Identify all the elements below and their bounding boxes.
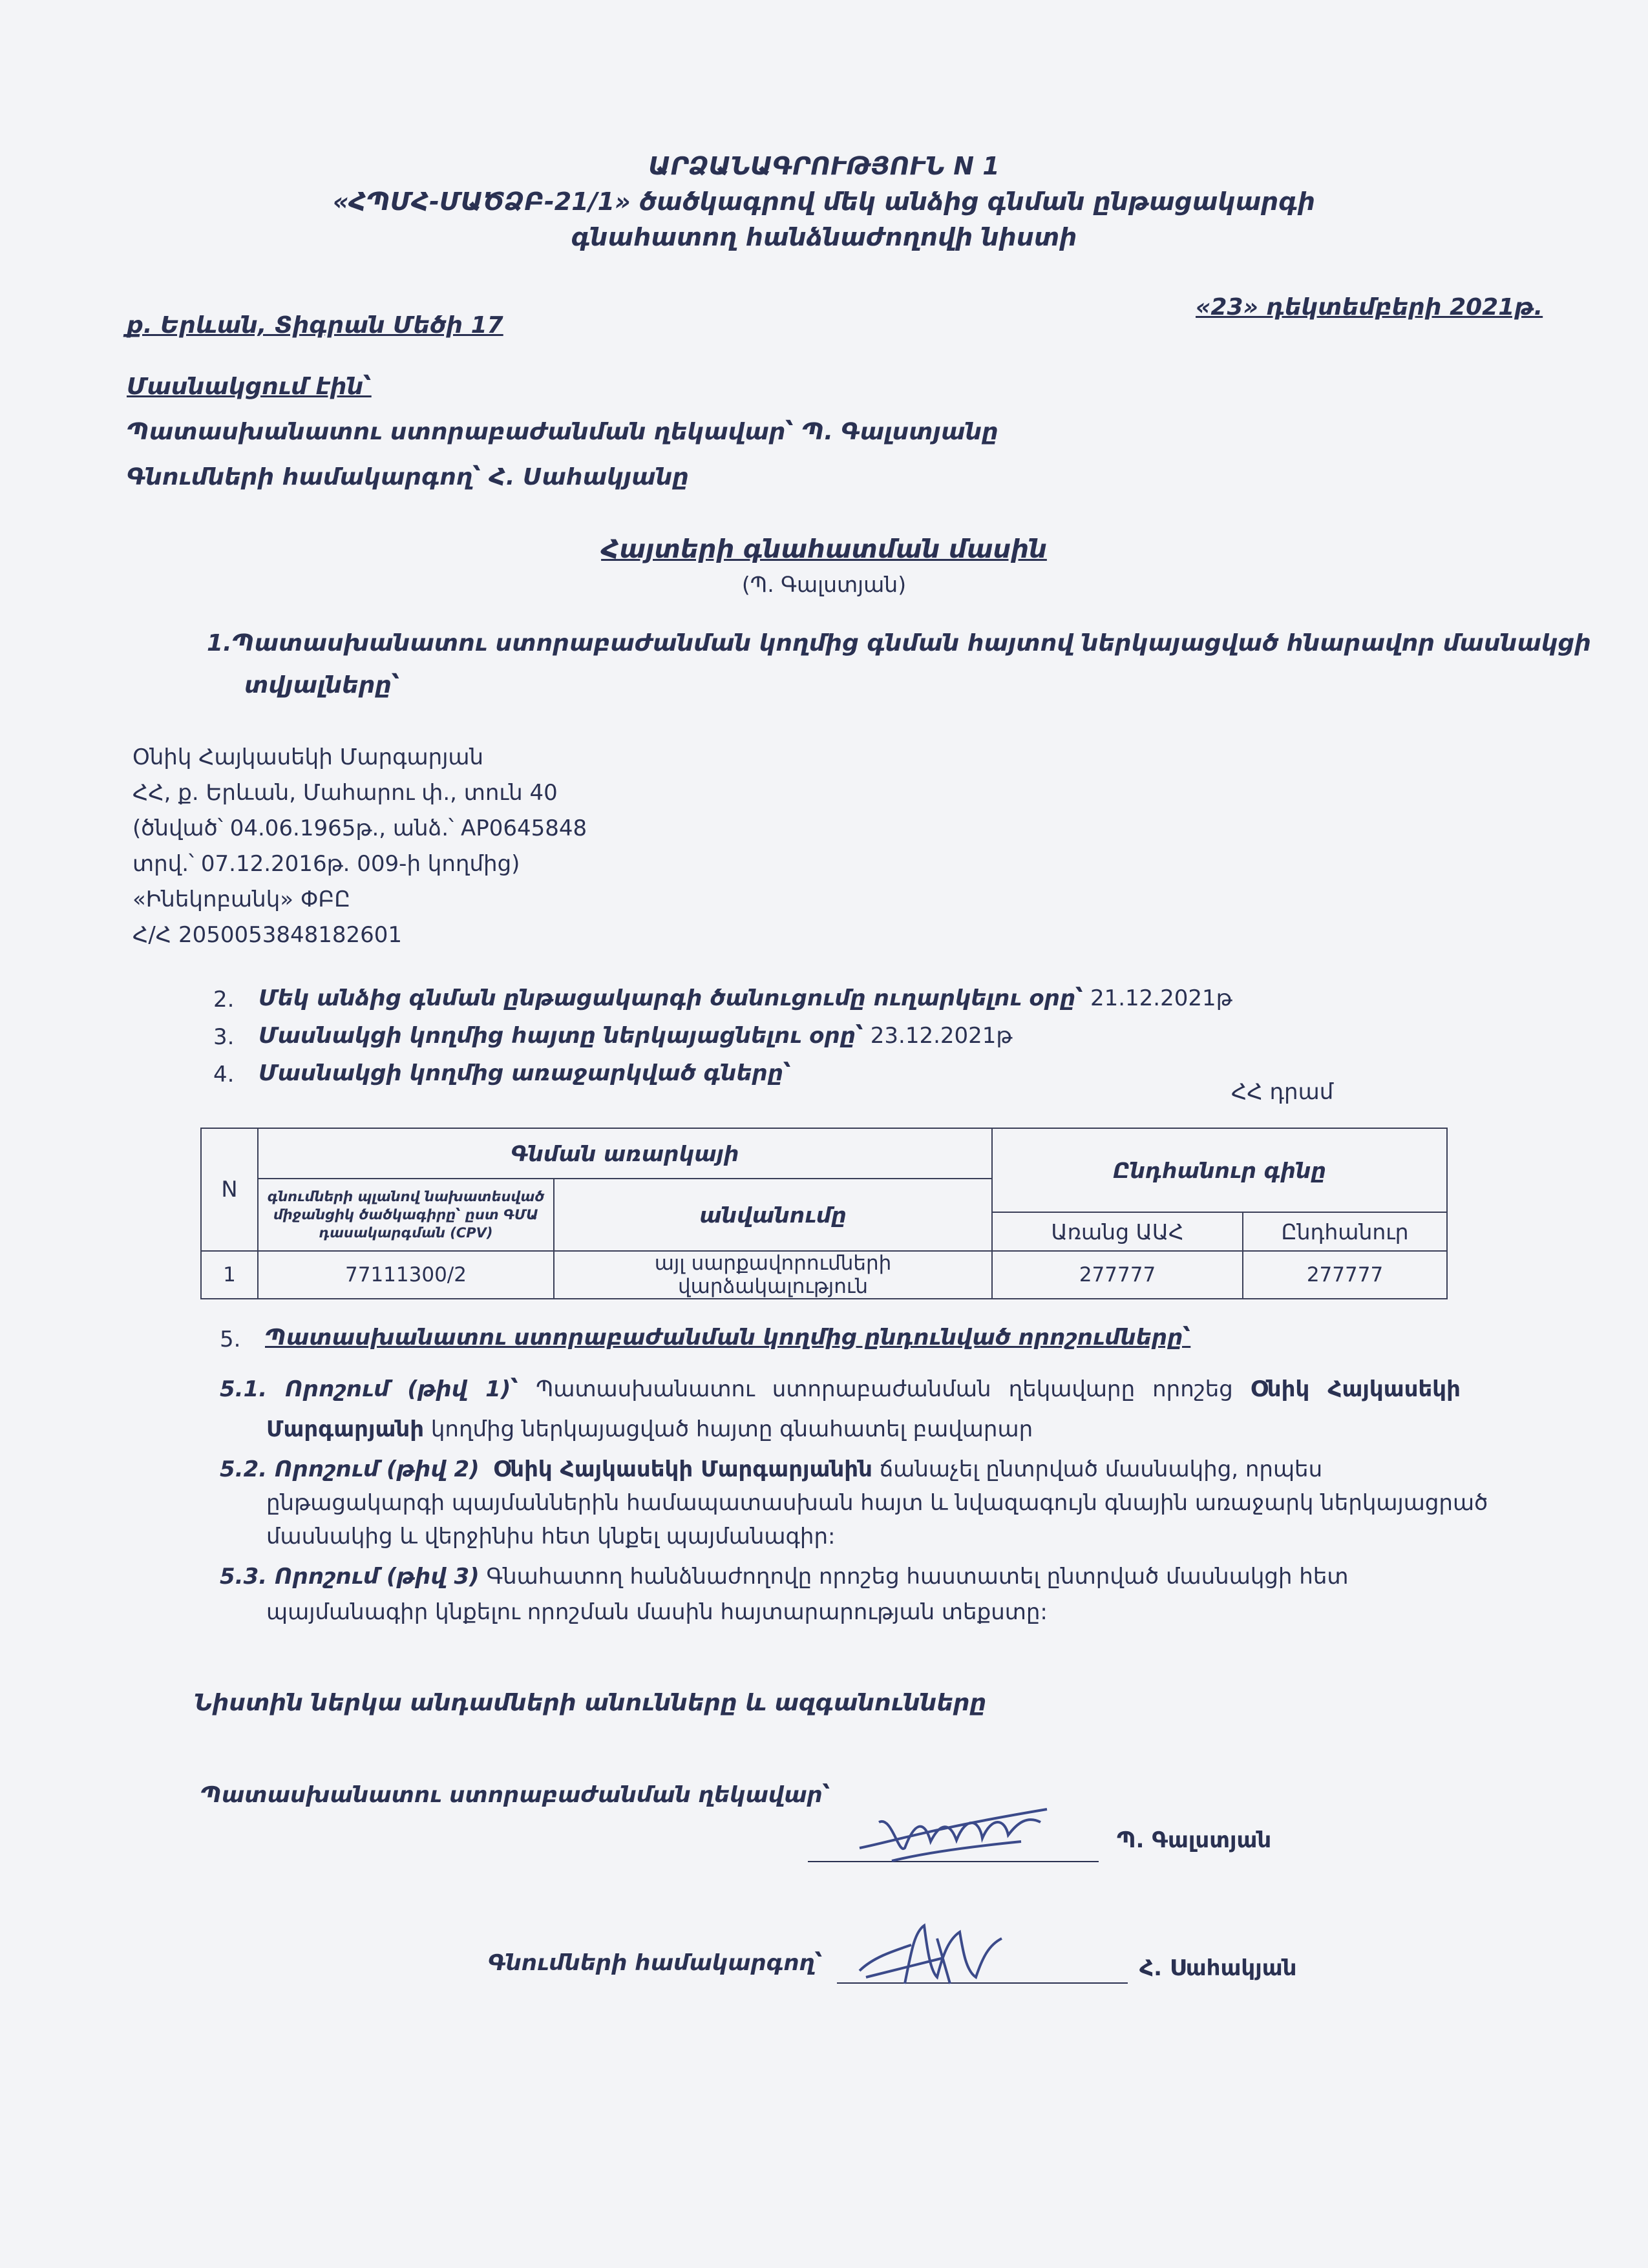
participant-1: Պատասխանատու ստորաբաժանման ղեկավար՝ Պ. Գալստյանը [127,419,998,445]
table-header-name: անվանումը [554,1179,992,1251]
table-header-subject: Գնման առարկայի [258,1128,992,1179]
decision-2-name: Օնիկ Հայկասեկի Մարգարյանին [493,1456,872,1482]
signatory-1-name: Պ. Գալստյան [1117,1827,1272,1853]
table-header-cpv [258,1179,554,1251]
decision-1-name: Օնիկ Հայկասեկի [1250,1376,1461,1402]
item-3-number: 3. [213,1024,235,1050]
decision-2-line-1 [220,1456,1322,1482]
table-cell-cpv: 77111300/2 [258,1251,554,1299]
date: «23» դեկտեմբերի 2021թ. [1196,294,1543,320]
bidder-address: ՀՀ, ք. Երևան, Մահարու փ., տուն 40 [132,780,558,806]
table-cell-n: 1 [201,1251,258,1299]
prices-table [200,1128,1448,1299]
bidder-passport: (ծնված՝ 04.06.1965թ., անձ.՝ AP0645848 [132,815,587,841]
participants-label: Մասնակցում էին՝ [127,373,372,400]
decision-3-prefix: 5.3. Որոշում (թիվ 3) [220,1564,480,1590]
bidder-bank: «Ինեկոբանկ» ՓԲԸ [132,887,351,912]
section-speaker: (Պ. Գալստյան) [741,572,907,597]
decision-1-line-1 [220,1376,1461,1402]
decision-1-text: Պատասխանատու ստորաբաժանման ղեկավարը որոշեց [536,1376,1233,1402]
item-3-value: 23.12.2021թ [870,1023,1013,1049]
table-row [201,1251,1447,1299]
item-1-text-cont: տվյալները՝ [244,672,400,698]
signature-1-image [853,1783,1060,1867]
bidder-account: Հ/Հ 2050053848182601 [132,922,403,948]
signatory-2-role: Գնումների համակարգող՝ [488,1950,823,1976]
item-2-label: Մեկ անձից գնման ընթացակարգի ծանուցումը ուղարկելու օրը՝ [259,985,1084,1011]
location: ք. Երևան, Տիգրան Մեծի 17 [127,312,503,339]
document-subtitle-2: գնահատող հանձնաժողովի նիստի [571,223,1077,251]
table-header-total: Ընդհանուր [1243,1212,1447,1251]
signatory-1-role: Պատասխանատու ստորաբաժանման ղեկավար՝ [200,1782,830,1808]
table-header-no-vat: Առանց ԱԱՀ [992,1212,1243,1251]
decision-1-line-2 [266,1416,1033,1442]
item-1-text: 1.Պատասխանատու ստորաբաժանման կողմից գնման հայտով ներկայացված հնարավոր մասնակցի [207,630,1591,656]
decision-1-name-cont: Մարգարյանի [266,1416,425,1442]
participant-2: Գնումների համակարգող՝ Հ. Սահակյանը [127,464,689,490]
decision-3-text-a: Գնահատող հանձնաժողովը որոշեց հաստատել ընտրված մասնակցի հետ [486,1564,1349,1590]
table-cell-name: այլ սարքավորումների վարձակալություն [554,1251,992,1299]
section-title: Հայտերի գնահատման մասին [601,535,1047,564]
item-2-value: 21.12.2021թ [1090,985,1232,1011]
decisions-number: 5. [220,1327,241,1352]
decision-2-line-2: ընթացակարգի պայմաններին համապատասխան հայտ և նվազագույն գնային առաջարկ ներկայացրած [266,1490,1488,1516]
decisions-heading: Պատասխանատու ստորաբաժանման կողմից ընդունված որոշումները՝ [265,1325,1191,1350]
document-subtitle: «ՀՊՄՀ-ՄԱԾՁԲ-21/1» ծածկագրով մեկ անձից գնման ընթացակարգի [332,187,1316,216]
table-header-cpv-text: գնումների պլանով նախատեսված միջանցիկ ծածկագիրը՝ ըստ ԳՄԱ դասակարգման (CPV) [267,1189,545,1241]
attendees-heading: Նիստին ներկա անդամների անունները և ազգանունները [194,1690,987,1716]
signatory-2-name: Հ. Սահակյան [1139,1955,1297,1981]
document-title: ԱՐՁԱՆԱԳՐՈՒԹՅՈՒՆ N 1 [648,152,1000,180]
decision-3-line-2: պայմանագիր կնքելու որոշման մասին հայտարարության տեքստը: [266,1599,1048,1625]
decision-2-prefix: 5.2. Որոշում (թիվ 2) [220,1456,480,1482]
decision-1-prefix: 5.1. Որոշում (թիվ 1)՝ [220,1376,519,1402]
item-2-number: 2. [213,987,235,1013]
item-4-number: 4. [213,1062,235,1087]
signature-2-image [847,1913,1015,1997]
table-cell-total: 277777 [1243,1251,1447,1299]
table-header-total-price: Ընդհանուր գինը [992,1128,1447,1212]
table-cell-no-vat: 277777 [992,1251,1243,1299]
bidder-issued: տրվ.՝ 07.12.2016թ. 009-ի կողմից) [132,851,520,877]
decision-3-line-1 [220,1564,1349,1590]
bidder-name: Օնիկ Հայկասեկի Մարգարյան [132,744,484,770]
item-3-line [259,1023,1013,1049]
item-3-label: Մասնակցի կողմից հայտը ներկայացնելու օրը՝ [259,1023,863,1049]
decision-2-line-3: մասնակից և վերջինիս հետ կնքել պայմանագիր: [266,1524,836,1549]
item-4-label: Մասնակցի կողմից առաջարկված գները՝ [259,1060,791,1086]
table-header-n: N [201,1128,258,1251]
item-2-line [259,985,1232,1011]
currency-label: ՀՀ դրամ [1231,1079,1334,1105]
decision-2-text-a: ճանաչել ընտրված մասնակից, որպես [879,1456,1323,1482]
decision-1-rest: կողմից ներկայացված հայտը գնահատել բավարար [430,1416,1033,1442]
